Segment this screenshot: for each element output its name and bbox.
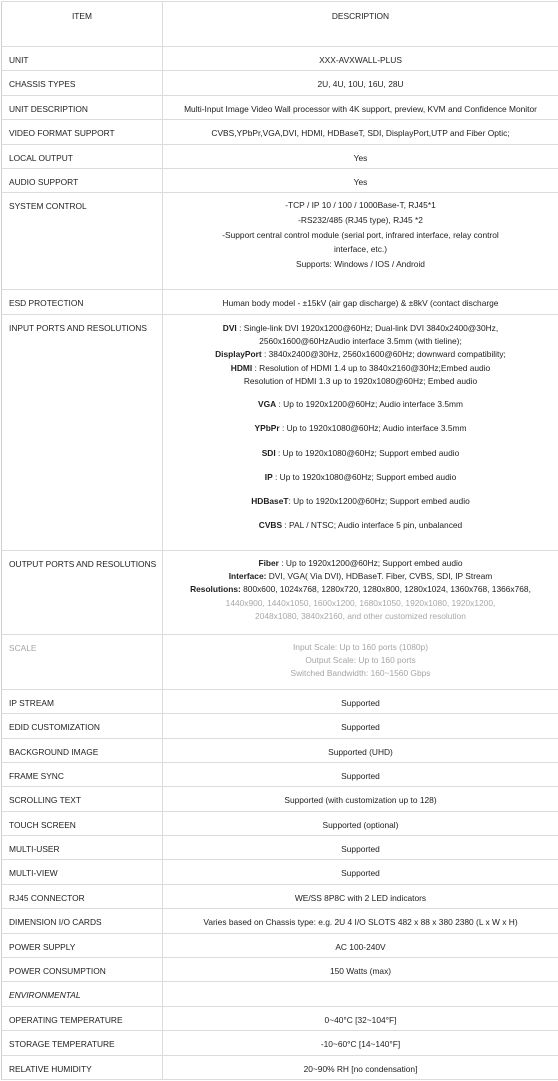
scale-input: Input Scale: Up to 160 ports (1080p): [163, 641, 558, 654]
table-row: [2, 909, 558, 933]
row-value: Multi-Input Image Video Wall processor with 4K support, preview, KVM and Confidence Monitor: [163, 96, 558, 114]
row-label: CHASSIS TYPES: [9, 71, 162, 89]
row-value: Supported: [163, 836, 558, 854]
row-label: DIMENSION I/O CARDS: [9, 909, 162, 927]
table-header-row: [2, 2, 558, 47]
row-value: [163, 635, 558, 681]
row-value: Human body model - ±15kV (air gap discharge) & ±8kV (contact discharge: [163, 290, 558, 308]
row-label: FRAME SYNC: [9, 763, 162, 781]
input-ip: IP : Up to 1920x1080@60Hz; Support embed audio: [163, 465, 558, 489]
input-dvi: DVI : Single-link DVI 1920x1200@60Hz; Dual-link DVI 3840x2400@30Hz,: [163, 322, 558, 335]
table-row: [2, 787, 558, 811]
row-label: ESD PROTECTION: [9, 290, 162, 308]
row-label: POWER CONSUMPTION: [9, 958, 162, 976]
row-label: SCROLLING TEXT: [9, 787, 162, 805]
table-row-system-control: [2, 193, 558, 290]
table-row-input-ports: [2, 314, 558, 550]
row-label: RJ45 CONNECTOR: [9, 885, 162, 903]
row-value: Supported: [163, 714, 558, 732]
table-row: [2, 714, 558, 738]
row-value: Varies based on Chassis type: e.g. 2U 4 I/O SLOTS 482 x 88 x 380 2380 (L x W x H): [163, 909, 558, 927]
input-hdmi: HDMI : Resolution of HDMI 1.4 up to 3840x2160@30Hz;Embed audio: [163, 362, 558, 375]
row-label: VIDEO FORMAT SUPPORT: [9, 120, 162, 138]
output-fiber: Fiber : Up to 1920x1200@60Hz; Support embed audio: [163, 557, 558, 570]
table-row: [2, 168, 558, 192]
row-label: RELATIVE HUMIDITY: [9, 1056, 162, 1074]
table-row: [2, 933, 558, 957]
table-row-scale: [2, 634, 558, 689]
row-value: 2U, 4U, 10U, 16U, 28U: [163, 71, 558, 89]
spec-table: [1, 1, 558, 1080]
row-label: POWER SUPPLY: [9, 934, 162, 952]
row-label: OPERATING TEMPERATURE: [9, 1007, 162, 1025]
table-row: [2, 47, 558, 71]
input-sdi: SDI : Up to 1920x1080@60Hz; Support embed audio: [163, 441, 558, 465]
row-label: MULTI-USER: [9, 836, 162, 854]
table-row: [2, 762, 558, 786]
row-label: INPUT PORTS AND RESOLUTIONS: [9, 315, 162, 333]
input-cvbs: CVBS : PAL / NTSC; Audio interface 5 pin, unbalanced: [163, 513, 558, 537]
row-label: EDID CUSTOMIZATION: [9, 714, 162, 732]
row-value: WE/SS 8P8C with 2 LED indicators: [163, 885, 558, 903]
row-label: SCALE: [9, 635, 162, 653]
table-row: [2, 1031, 558, 1055]
output-resolutions: Resolutions: 800x600, 1024x768, 1280x720, 1280x800, 1280x1024, 1360x768, 1366x768,: [163, 583, 558, 596]
row-value: CVBS,YPbPr,VGA,DVI, HDMI, HDBaseT, SDI, DisplayPort,UTP and Fiber Optic;: [163, 120, 558, 138]
row-value: 150 Watts (max): [163, 958, 558, 976]
table-row: [2, 860, 558, 884]
row-value: Supported: [163, 860, 558, 878]
table-row: [2, 958, 558, 982]
row-label: AUDIO SUPPORT: [9, 169, 162, 187]
table-row-output-ports: [2, 550, 558, 634]
row-value: Fiber : Up to 1920x1200@60Hz; Support embed audio Interface: DVI, VGA( Via DVI), HDBaseT. Fiber, CVBS, SDI, IP Stream Resolutions: 800x600, 1024x768, 1280x720, 1280x800, 1280x1024, 1360x768, 1366x768, 1440x900, 1440x1050, 1600x1200, 1680x1050, 1920x1080, 1920x1200, 2048x1080, 3840x2160, and other customized resolution: [163, 551, 558, 623]
row-label: TOUCH SCREEN: [9, 812, 162, 830]
row-label: MULTI-VIEW: [9, 860, 162, 878]
table-row: [2, 144, 558, 168]
row-value: -10~60°C [14~140°F]: [163, 1031, 558, 1049]
row-value: DVI : Single-link DVI 1920x1200@60Hz; Dual-link DVI 3840x2400@30Hz, 2560x1600@60HzAudio interface 3.5mm (with tieline); DisplayPort : 3840x2400@30Hz, 2560x1600@60Hz; downward compatibility; HDMI : Resolution of HDMI 1.4 up to 3840x2160@30Hz;Embed audio Resolution of HDMI 1.3 up to 1920x1080@60Hz; Embed audio VGA : Up to 1920x1200@60Hz; Audio interface 3.5mm YPbPr : Up to 1920x1080@60Hz; Audio interface 3.5mm SDI : Up to 1920x1080@60Hz; Support embed audio IP : Up to 1920x1080@60Hz; Support embed audio HDBaseT: Up to 1920x1200@60Hz; Support embed audio CVBS : PAL / NTSC; Audio interface 5 pin, unbalanced: [163, 315, 558, 538]
table-row: [2, 738, 558, 762]
header-description: DESCRIPTION: [163, 2, 558, 47]
row-value: Supported (UHD): [163, 739, 558, 757]
row-label: LOCAL OUTPUT: [9, 145, 162, 163]
row-value: Supported (with customization up to 128): [163, 787, 558, 805]
row-label: BACKGROUND IMAGE: [9, 739, 162, 757]
row-value: Yes: [163, 145, 558, 163]
table-row: [2, 884, 558, 908]
input-vga: VGA : Up to 1920x1200@60Hz; Audio interface 3.5mm: [163, 388, 558, 416]
table-row: [2, 95, 558, 119]
output-interface: Interface: DVI, VGA( Via DVI), HDBaseT. Fiber, CVBS, SDI, IP Stream: [163, 570, 558, 583]
row-value: Supported: [163, 690, 558, 708]
row-value: -TCP / IP 10 / 100 / 1000Base-T, RJ45*1 -RS232/485 (RJ45 type), RJ45 *2 -Support central control module (serial port, infrared interface, relay control interface, etc.) Supports: Windows / IOS / Android: [163, 193, 558, 271]
row-value: Yes: [163, 169, 558, 187]
table-row: [2, 120, 558, 144]
table-row: [2, 1006, 558, 1030]
header-item: ITEM: [2, 2, 163, 47]
row-value: XXX-AVXWALL-PLUS: [163, 47, 558, 65]
row-value: 20~90% RH [no condensation]: [163, 1056, 558, 1074]
row-value: Supported (optional): [163, 812, 558, 830]
scale-bandwidth: Switched Bandwidth: 160~1560 Gbps: [163, 667, 558, 680]
table-row: [2, 1055, 558, 1079]
input-displayport: DisplayPort : 3840x2400@30Hz, 2560x1600@60Hz; downward compatibility;: [163, 348, 558, 361]
row-value: Supported: [163, 763, 558, 781]
table-row: [2, 290, 558, 314]
row-label: UNIT DESCRIPTION: [9, 96, 162, 114]
row-label: UNIT: [9, 47, 162, 65]
input-hdbaset: HDBaseT: Up to 1920x1200@60Hz; Support embed audio: [163, 489, 558, 513]
row-label: STORAGE TEMPERATURE: [9, 1031, 162, 1049]
row-label: IP STREAM: [9, 690, 162, 708]
scale-output: Output Scale: Up to 160 ports: [163, 654, 558, 667]
row-value: AC 100-240V: [163, 934, 558, 952]
row-label: SYSTEM CONTROL: [9, 193, 162, 211]
table-row: [2, 71, 558, 95]
table-row: [2, 836, 558, 860]
input-ypbpr: YPbPr : Up to 1920x1080@60Hz; Audio interface 3.5mm: [163, 416, 558, 440]
row-label: OUTPUT PORTS AND RESOLUTIONS: [9, 551, 162, 569]
section-label: ENVIRONMENTAL: [9, 982, 162, 1000]
table-row-section-environmental: [2, 982, 558, 1006]
table-row: [2, 811, 558, 835]
row-value: 0~40°C [32~104°F]: [163, 1007, 558, 1025]
spec-sheet: [1, 1, 557, 1077]
table-row: [2, 689, 558, 713]
